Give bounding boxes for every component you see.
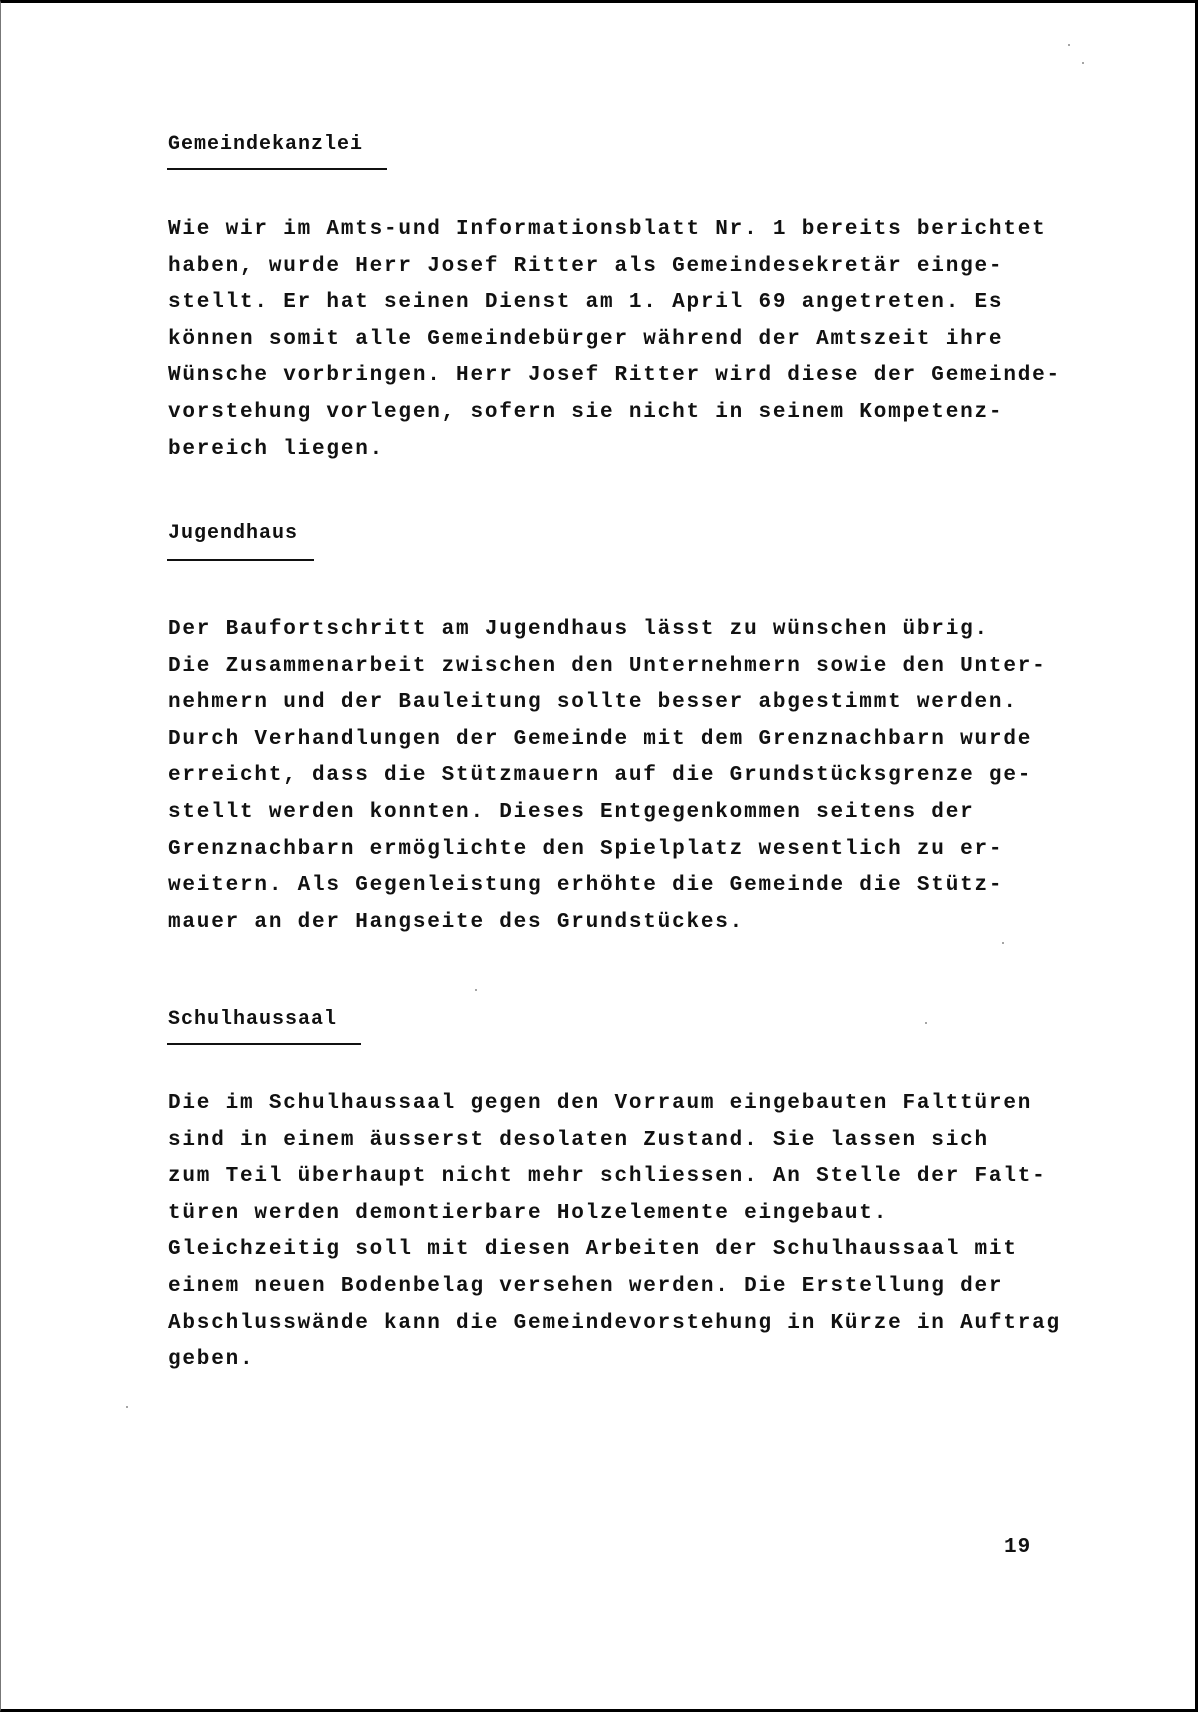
text-line: Abschlusswände kann die Gemeindevorstehung in Kürze in Auftrag xyxy=(168,1311,1061,1335)
section-body-gemeindekanzlei xyxy=(168,212,1061,468)
text-line: stellt werden konnten. Dieses Entgegenkommen seitens der xyxy=(168,800,975,824)
scan-speck xyxy=(925,1022,927,1024)
text-line: Gleichzeitig soll mit diesen Arbeiten der Schulhaussaal mit xyxy=(168,1238,1018,1262)
text-line: sind in einem äusserst desolaten Zustand. Sie lassen sich xyxy=(168,1128,989,1152)
heading-underline xyxy=(167,1043,361,1045)
scan-speck xyxy=(1082,62,1084,64)
heading-underline xyxy=(167,559,314,561)
page-number: 19 xyxy=(1004,1536,1032,1559)
text-line: können somit alle Gemeindebürger während der Amtszeit ihre xyxy=(168,327,1004,351)
text-line: haben, wurde Herr Josef Ritter als Gemeindesekretär einge- xyxy=(168,254,1004,278)
text-line: einem neuen Bodenbelag versehen werden. Die Erstellung der xyxy=(168,1274,1004,1298)
text-line: geben. xyxy=(168,1348,255,1372)
text-line: Wünsche vorbringen. Herr Josef Ritter wird diese der Gemeinde- xyxy=(168,364,1061,388)
text-line: türen werden demontierbare Holzelemente eingebaut. xyxy=(168,1201,889,1225)
section-heading-gemeindekanzlei: Gemeindekanzlei xyxy=(168,133,364,156)
scan-speck xyxy=(1002,942,1004,944)
text-line: Die Zusammenarbeit zwischen den Unternehmern sowie den Unter- xyxy=(168,654,1047,678)
scan-speck xyxy=(126,1406,128,1408)
text-line: Die im Schulhaussaal gegen den Vorraum eingebauten Falttüren xyxy=(168,1092,1033,1115)
scan-speck xyxy=(1068,44,1070,46)
section-body-schulhaussaal xyxy=(168,1086,1061,1379)
text-line: mauer an der Hangseite des Grundstückes. xyxy=(168,910,745,934)
text-line: Wie wir im Amts-und Informationsblatt Nr. 1 bereits berichtet xyxy=(168,218,1047,241)
text-line: Der Baufortschritt am Jugendhaus lässt zu wünschen übrig. xyxy=(168,618,989,641)
text-line: nehmern und der Bauleitung sollte besser abgestimmt werden. xyxy=(168,691,1018,715)
section-body-jugendhaus xyxy=(168,612,1047,941)
text-line: Grenznachbarn ermöglichte den Spielplatz wesentlich zu er- xyxy=(168,837,1004,861)
text-line: erreicht, dass die Stützmauern auf die Grundstücksgrenze ge- xyxy=(168,764,1033,788)
text-line: stellt. Er hat seinen Dienst am 1. April 69 angetreten. Es xyxy=(168,291,1004,315)
section-heading-schulhaussaal: Schulhaussaal xyxy=(168,1008,338,1031)
text-line: bereich liegen. xyxy=(168,437,385,461)
heading-underline xyxy=(167,168,387,170)
text-line: weitern. Als Gegenleistung erhöhte die Gemeinde die Stütz- xyxy=(168,874,1004,898)
text-line: Durch Verhandlungen der Gemeinde mit dem Grenznachbarn wurde xyxy=(168,727,1033,751)
text-line: vorstehung vorlegen, sofern sie nicht in seinem Kompetenz- xyxy=(168,400,1004,424)
section-heading-jugendhaus: Jugendhaus xyxy=(168,522,299,545)
text-line: zum Teil überhaupt nicht mehr schliessen. An Stelle der Falt- xyxy=(168,1165,1047,1189)
scan-speck xyxy=(475,989,477,991)
